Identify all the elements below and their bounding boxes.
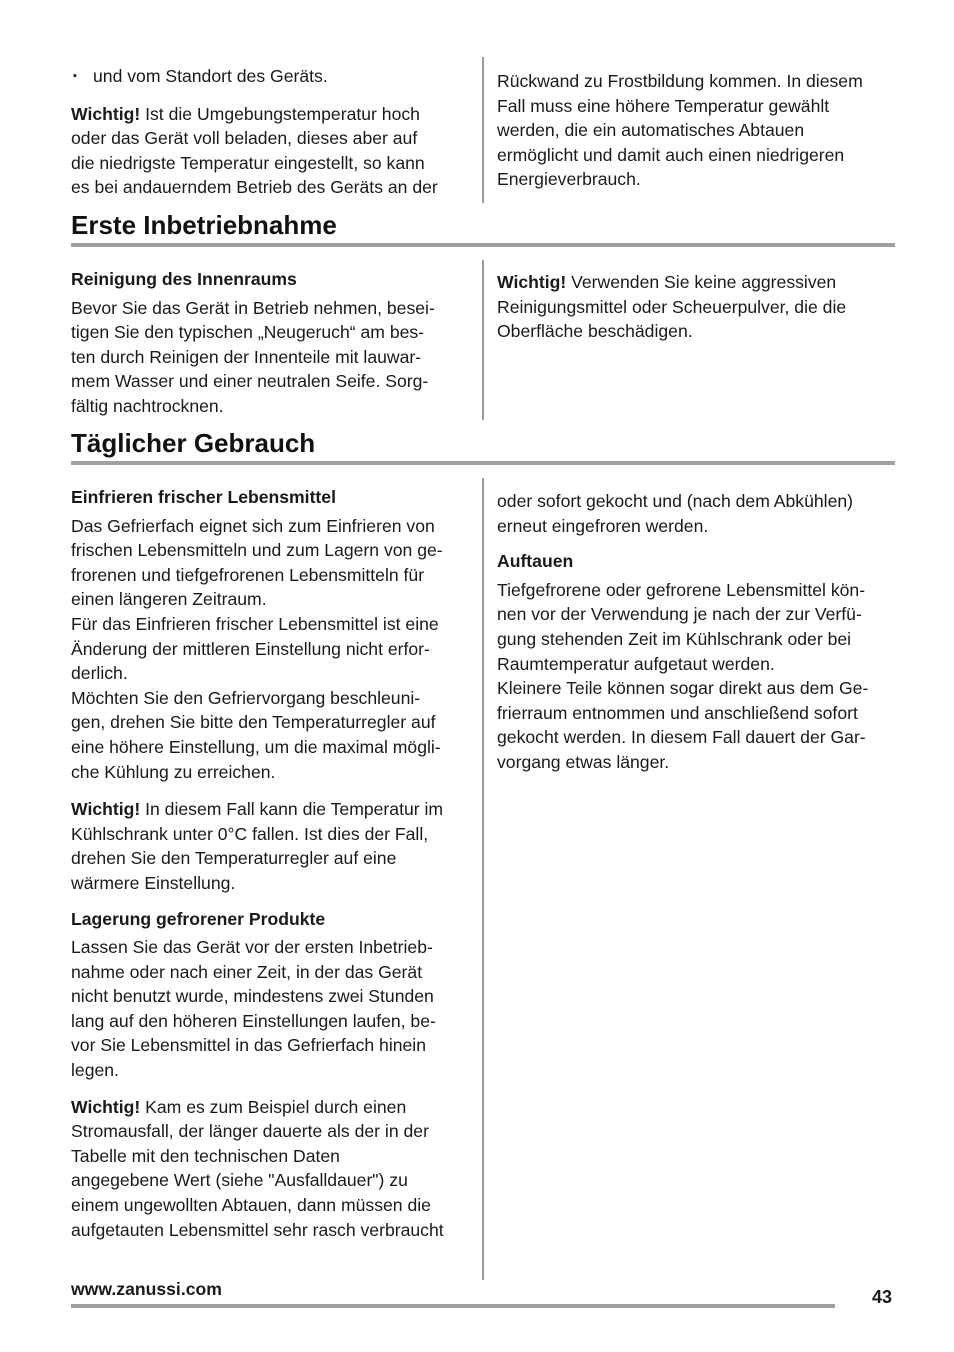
text-line: frorenen und tiefgefrorenen Lebensmitteln für bbox=[71, 564, 425, 585]
text-line: erneut eingefroren werden. bbox=[497, 515, 709, 536]
text-line: tigen Sie den typischen „Neugeruch“ am bes- bbox=[71, 322, 425, 343]
note-line: In diesem Fall kann die Temperatur im bbox=[145, 799, 444, 820]
text-line: oder sofort gekocht und (nach dem Abkühlen) bbox=[497, 491, 854, 511]
section-rule bbox=[71, 243, 895, 247]
column-divider bbox=[482, 478, 484, 1280]
text-line: ermöglicht und damit auch einen niedrigeren bbox=[497, 144, 845, 165]
bullet-square-icon: ▪ bbox=[73, 70, 77, 82]
text-line: legen. bbox=[71, 1060, 119, 1081]
text-line: Bevor Sie das Gerät in Betrieb nehmen, besei- bbox=[71, 297, 435, 318]
text-line: derlich. bbox=[71, 663, 128, 684]
note-label: Wichtig! bbox=[71, 103, 141, 124]
note-line: es bei andauerndem Betrieb des Geräts an der bbox=[71, 177, 438, 198]
text-line: Das Gefrierfach eignet sich zum Einfrieren von bbox=[71, 515, 435, 536]
note-line: Stromausfall, der länger dauerte als der in der bbox=[71, 1121, 429, 1142]
text-line: Tiefgefrorene oder gefrorene Lebensmittel kön- bbox=[497, 579, 866, 600]
text-line: gen, drehen Sie bitte den Temperaturregler auf bbox=[71, 712, 436, 733]
text-line: ten durch Reinigen der Innenteile mit lauwar- bbox=[71, 346, 422, 367]
note-line: Kam es zum Beispiel durch einen bbox=[145, 1096, 407, 1117]
text-line: Energieverbrauch. bbox=[497, 169, 641, 190]
note-label: Wichtig! bbox=[497, 272, 567, 292]
note-line: wärmere Einstellung. bbox=[71, 872, 236, 893]
section1-right-column bbox=[497, 270, 897, 344]
text-line: che Kühlung zu erreichen. bbox=[71, 761, 276, 782]
subheading: Einfrieren frischer Lebensmittel bbox=[71, 487, 336, 507]
text-line: Kleinere Teile können sogar direkt aus dem Ge- bbox=[497, 678, 869, 699]
section-title-erste-inbetriebnahme: Erste Inbetriebnahme bbox=[71, 210, 337, 240]
text-line: nahme oder nach einer Zeit, in der das Gerät bbox=[71, 961, 423, 982]
text-line: nen vor der Verwendung je nach der zur Verfü- bbox=[497, 604, 862, 625]
text-line: werden, die ein automatisches Abtauen bbox=[497, 120, 805, 141]
section-rule bbox=[71, 461, 895, 465]
text-line: nicht benutzt wurde, mindestens zwei Stunden bbox=[71, 986, 434, 1007]
text-line: mem Wasser und einer neutralen Seife. Sorg- bbox=[71, 371, 429, 392]
column-divider bbox=[482, 260, 484, 420]
column-divider bbox=[482, 57, 484, 203]
page-number: 43 bbox=[872, 1287, 893, 1307]
text-line: vorgang etwas länger. bbox=[497, 751, 670, 772]
text-line: einen längeren Zeitraum. bbox=[71, 589, 267, 610]
note-line: aufgetauten Lebensmittel sehr rasch verbraucht bbox=[71, 1219, 444, 1240]
section2-left-column bbox=[71, 485, 471, 1242]
footer-website-link[interactable]: www.zanussi.com bbox=[71, 1279, 222, 1299]
subheading: Reinigung des Innenraums bbox=[71, 269, 297, 289]
note-line: oder das Gerät voll beladen, dieses aber auf bbox=[71, 128, 418, 149]
text-line: Raumtemperatur aufgetaut werden. bbox=[497, 653, 775, 674]
text-line: frierraum entnommen und anschließend sofort bbox=[497, 702, 858, 723]
note-line: Tabelle mit den technischen Daten bbox=[71, 1145, 340, 1166]
note-line: einem ungewollten Abtauen, dann müssen die bbox=[71, 1195, 431, 1216]
top-right-column bbox=[497, 69, 897, 192]
top-left-column bbox=[71, 64, 471, 200]
subheading: Auftauen bbox=[497, 551, 574, 572]
note-line: angegebene Wert (siehe "Ausfalldauer") zu bbox=[71, 1170, 408, 1191]
footer-rule bbox=[71, 1304, 835, 1308]
text-line: Fall muss eine höhere Temperatur gewählt bbox=[497, 95, 830, 116]
bullet-text: und vom Standort des Geräts. bbox=[93, 66, 328, 86]
text-line: gung stehenden Zeit im Kühlschrank oder bei bbox=[497, 628, 852, 649]
important-note bbox=[71, 1095, 471, 1243]
text-line: Für das Einfrieren frischer Lebensmittel ist eine bbox=[71, 613, 439, 634]
section2-right-column bbox=[497, 489, 897, 775]
note-label: Wichtig! bbox=[71, 799, 141, 820]
text-line: Rückwand zu Frostbildung kommen. In diesem bbox=[497, 71, 863, 91]
text-line: vor Sie Lebensmittel in das Gefrierfach hinein bbox=[71, 1035, 426, 1056]
note-line: Reinigungsmittel oder Scheuerpulver, die die bbox=[497, 296, 847, 317]
text-line: fältig nachtrocknen. bbox=[71, 395, 224, 416]
text-line: eine höhere Einstellung, um die maximal mögli- bbox=[71, 736, 441, 757]
note-line: Kühlschrank unter 0°C fallen. Ist dies der Fall, bbox=[71, 823, 429, 844]
bullet-item bbox=[71, 64, 471, 89]
text-line: gekocht werden. In diesem Fall dauert der Gar- bbox=[497, 727, 866, 748]
note-label: Wichtig! bbox=[71, 1096, 141, 1117]
note-line: Verwenden Sie keine aggressiven bbox=[571, 272, 837, 292]
text-line: Lassen Sie das Gerät vor der ersten Inbetrieb- bbox=[71, 937, 433, 958]
text-line: lang auf den höheren Einstellungen laufen, be- bbox=[71, 1010, 436, 1031]
note-line: drehen Sie den Temperaturregler auf eine bbox=[71, 848, 397, 869]
section-title-taeglicher-gebrauch: Täglicher Gebrauch bbox=[71, 428, 316, 458]
text-line: Änderung der mittleren Einstellung nicht erfor- bbox=[71, 638, 430, 659]
note-line: die niedrigste Temperatur eingestellt, so kann bbox=[71, 152, 425, 173]
important-note bbox=[71, 102, 471, 200]
text-line: frischen Lebensmitteln und zum Lagern von ge- bbox=[71, 540, 443, 561]
text-line: Möchten Sie den Gefriervorgang beschleuni- bbox=[71, 687, 421, 708]
note-line: Ist die Umgebungstemperatur hoch bbox=[145, 103, 420, 124]
important-note bbox=[71, 797, 471, 895]
note-line: Oberfläche beschädigen. bbox=[497, 321, 693, 342]
subheading: Lagerung gefrorener Produkte bbox=[71, 908, 326, 929]
section1-left-column bbox=[71, 267, 471, 419]
